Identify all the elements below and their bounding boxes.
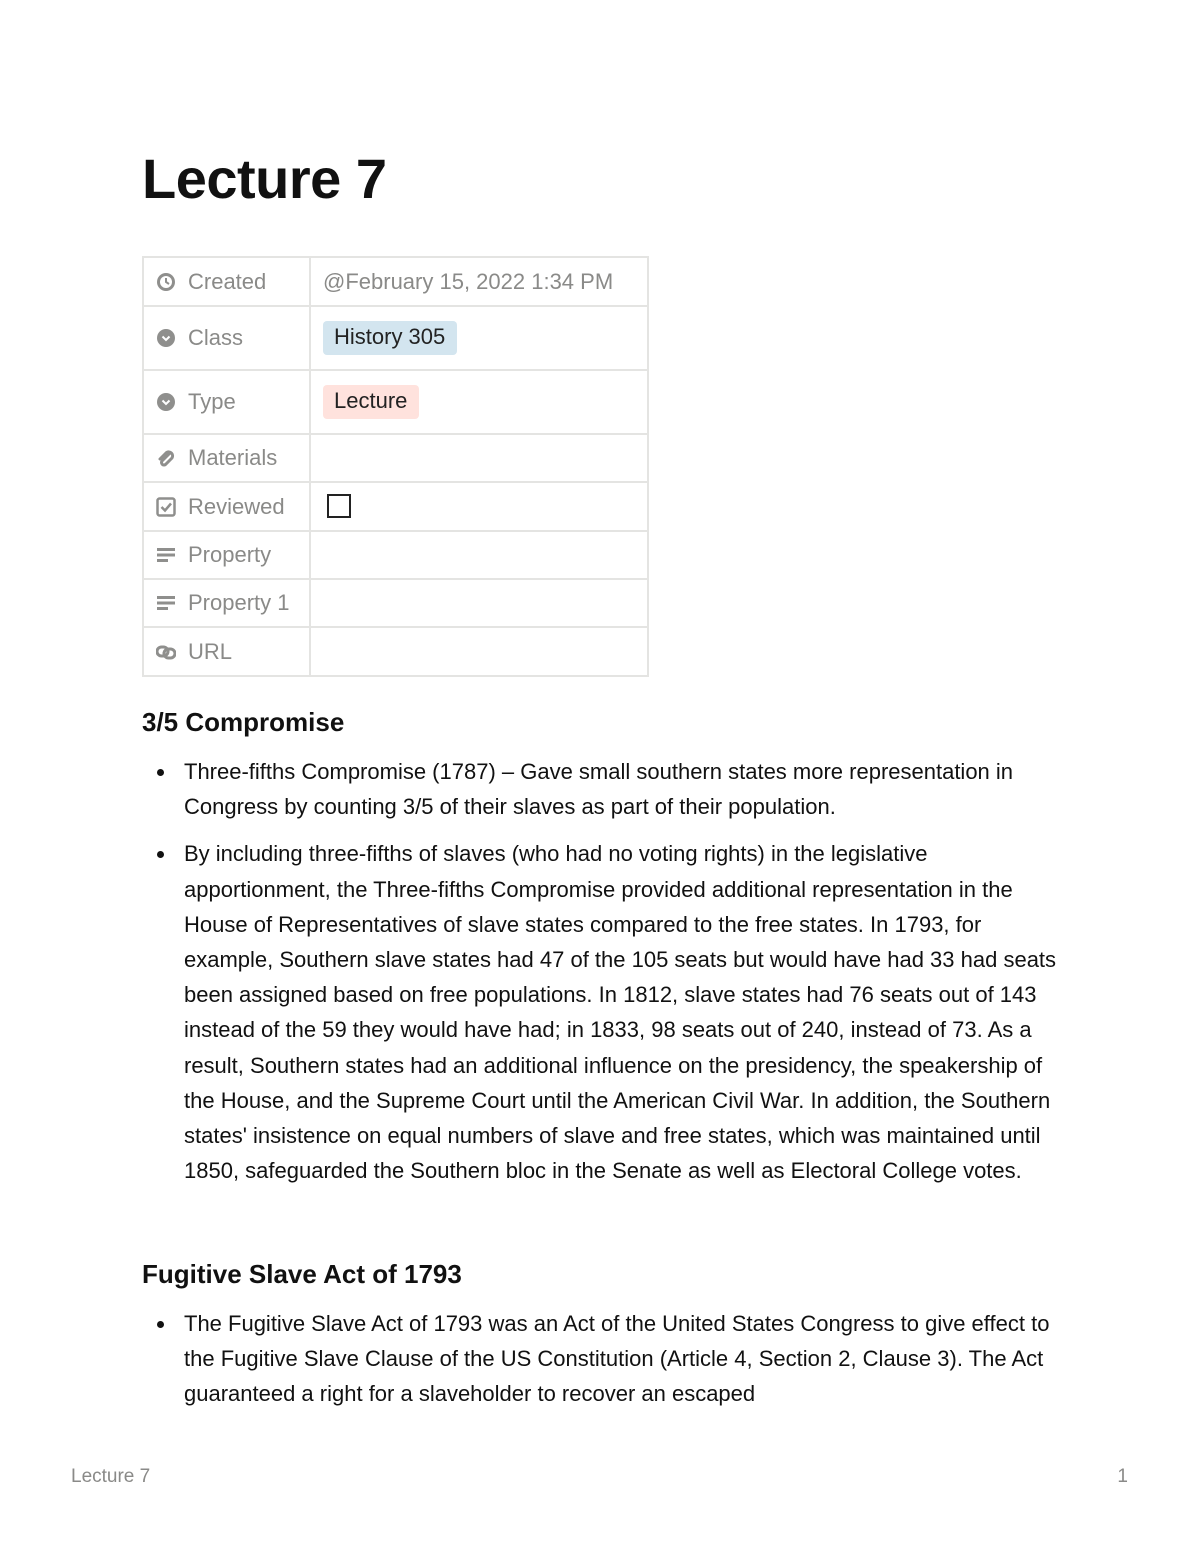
property-label: URL	[188, 638, 233, 664]
list-item: The Fugitive Slave Act of 1793 was an Act of the United States Congress to give effect to the Fugitive Slave Clause of the US Constitution (Article 4, Section 2, Clause 3). The Act guaranteed a right for a slaveholder to recover an escaped	[142, 1306, 1062, 1412]
type-tag[interactable]: Lecture	[323, 385, 419, 419]
property-label: Type	[188, 389, 236, 414]
property-value-created[interactable]: @February 15, 2022 1:34 PM	[310, 257, 648, 306]
section-heading: 3/5 Compromise	[142, 707, 345, 737]
property-row-created	[143, 257, 648, 306]
reviewed-checkbox[interactable]	[327, 494, 351, 518]
property-row-materials	[143, 434, 648, 482]
property-label: Property 1	[188, 590, 290, 615]
property-key-materials[interactable]	[143, 434, 310, 482]
property-key-class[interactable]	[143, 306, 310, 370]
property-value-property-1[interactable]	[310, 579, 648, 627]
property-row-property	[143, 531, 648, 579]
select-icon	[156, 328, 176, 348]
property-key-url[interactable]	[143, 627, 310, 676]
property-value-property[interactable]	[310, 531, 648, 579]
property-value-materials[interactable]	[310, 434, 648, 482]
property-key-reviewed[interactable]	[143, 482, 310, 531]
property-row-url	[143, 627, 648, 676]
list-item: Three-fifths Compromise (1787) – Gave small southern states more representation in Congress by counting 3/5 of their slaves as part of their population.	[142, 754, 1062, 824]
link-icon	[156, 642, 176, 662]
properties-table	[142, 256, 649, 677]
property-key-property[interactable]	[143, 531, 310, 579]
checkbox-icon	[156, 497, 176, 517]
footer-page-number: 1	[1117, 1466, 1128, 1487]
bullet-list	[142, 1306, 1062, 1424]
property-key-property-1[interactable]	[143, 579, 310, 627]
property-value-class[interactable]	[310, 306, 648, 370]
paperclip-icon	[156, 448, 176, 468]
property-value-reviewed	[310, 482, 648, 531]
text-lines-icon	[156, 545, 176, 565]
property-row-property-1	[143, 579, 648, 627]
page-title: Lecture 7	[142, 147, 387, 210]
list-item: By including three-fifths of slaves (who had no voting rights) in the legislative apportionment, the Three-fifths Compromise provided additional representation in the House of Representatives of slave states compared to the free states. In 1793, for example, Southern slave states had 47 of the 105 seats but would have had 33 had seats been assigned based on free populations. In 1812, slave states had 76 seats out of 143 instead of the 59 they would have had; in 1833, 98 seats out of 240, instead of 73. As a result, Southern states had an additional influence on the presidency, the speakership of the House, and the Supreme Court until the American Civil War. In addition, the Southern states' insistence on equal numbers of slave and free states, which was maintained until 1850, safeguarded the Southern bloc in the Senate as well as Electoral College votes.	[142, 836, 1062, 1188]
property-row-class	[143, 306, 648, 370]
property-value-type[interactable]	[310, 370, 648, 434]
text-lines-icon	[156, 593, 176, 613]
property-value-url[interactable]	[310, 627, 648, 676]
section-heading: Fugitive Slave Act of 1793	[142, 1259, 462, 1289]
class-tag[interactable]: History 305	[323, 321, 457, 355]
property-label: Created	[188, 268, 267, 294]
property-row-reviewed	[143, 482, 648, 531]
footer-title: Lecture 7	[71, 1466, 151, 1487]
property-row-type	[143, 370, 648, 434]
property-label: Class	[188, 325, 244, 350]
property-key-type[interactable]	[143, 370, 310, 434]
property-key-created[interactable]	[143, 257, 310, 306]
clock-icon	[156, 272, 176, 292]
property-label: Materials	[188, 445, 278, 470]
property-label: Property	[188, 542, 272, 567]
select-icon	[156, 392, 176, 412]
bullet-list	[142, 754, 1062, 1200]
property-label: Reviewed	[188, 493, 285, 519]
